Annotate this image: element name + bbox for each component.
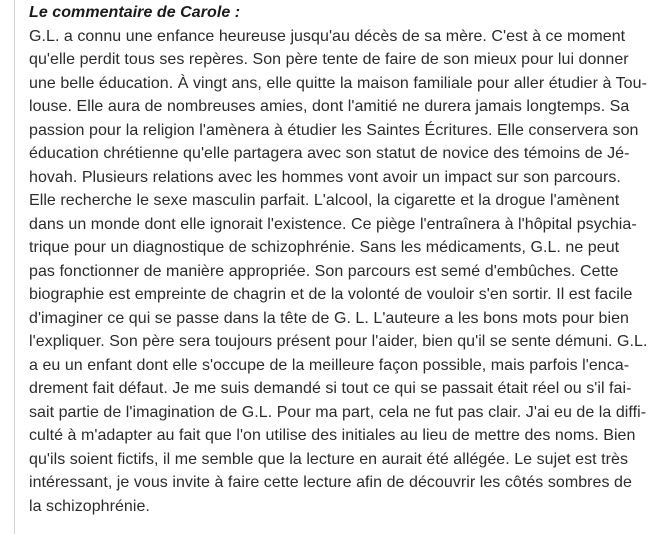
comment-line: éducation chrétienne qu'elle partagera avec son statut de novice des témoins de Jé- [29,145,630,162]
comment-line: dans un monde dont elle ignorait l'existence. Ce piège l'entraînera à l'hôpital psychia- [29,215,637,233]
comment-line: a eu un enfant dont elle s'occupe de la meilleure façon possible, mais parfois l'enca- [29,356,630,374]
comment-line: intéressant, je vous invite à faire cette lecture afin de découvrir les côtés sombres de [29,474,632,491]
comment-line: trique pour un diagnostique de schizophrénie. Sans les médicaments, G.L. ne peut [29,239,620,256]
comment-line: qu'elle perdit tous ses repères. Son père tente de faire de son mieux pour lui donner [29,51,629,68]
comment-title: Le commentaire de Carole : [29,4,241,21]
comment-line: culté à m'adapter au fait que l'on utilise des initiales au lieu de mettre des noms. Bien [29,427,636,444]
comment-line: une belle éducation. À vingt ans, elle quitte la maison familiale pour aller étudier à Tou- [29,74,647,92]
comment-line: hovah. Plusieurs relations avec les hommes vont avoir un impact sur son parcours. [29,168,621,186]
comment-block [29,0,649,518]
comment-line: pas fonctionner de manière appropriée. Son parcours est semé d'embûches. Cette [29,262,619,280]
comment-line: biographie est empreinte de chagrin et de la volonté de vouloir s'en sortir. Il est facile [29,286,633,303]
comment-body [29,25,649,519]
comment-line: drement fait défaut. Je me suis demandé si tout ce qui se passait était réel ou s'il fai- [29,380,632,397]
comment-line: sait partie de l'imagination de G.L. Pour ma part, cela ne fut pas clair. J'ai eu de la diffi- [29,403,647,421]
comment-line: louse. Elle aura de nombreuses amies, dont l'amitié ne durera jamais longtemps. Sa [29,98,630,115]
comment-line: d'imaginer ce qui se passe dans la tête de G. L. L'auteure a les bons mots pour bien [29,309,630,327]
comment-line: l'expliquer. Son père sera toujours présent pour l'aider, bien qu'il se sente démuni. G.L. [29,333,648,350]
comment-line: la schizophrénie. [29,497,150,515]
comment-line: Elle recherche le sexe masculin parfait. L'alcool, la cigarette et la drogue l'amènent [29,192,620,209]
comment-line: G.L. a connu une enfance heureuse jusqu'au décès de sa mère. C'est à ce moment [29,27,626,45]
comment-line: passion pour la religion l'amènera à étudier les Saintes Écritures. Elle conservera son [29,121,639,139]
comment-line: qu'ils soient fictifs, il me semble que la lecture en aurait été allégée. Le sujet est très [29,450,629,468]
